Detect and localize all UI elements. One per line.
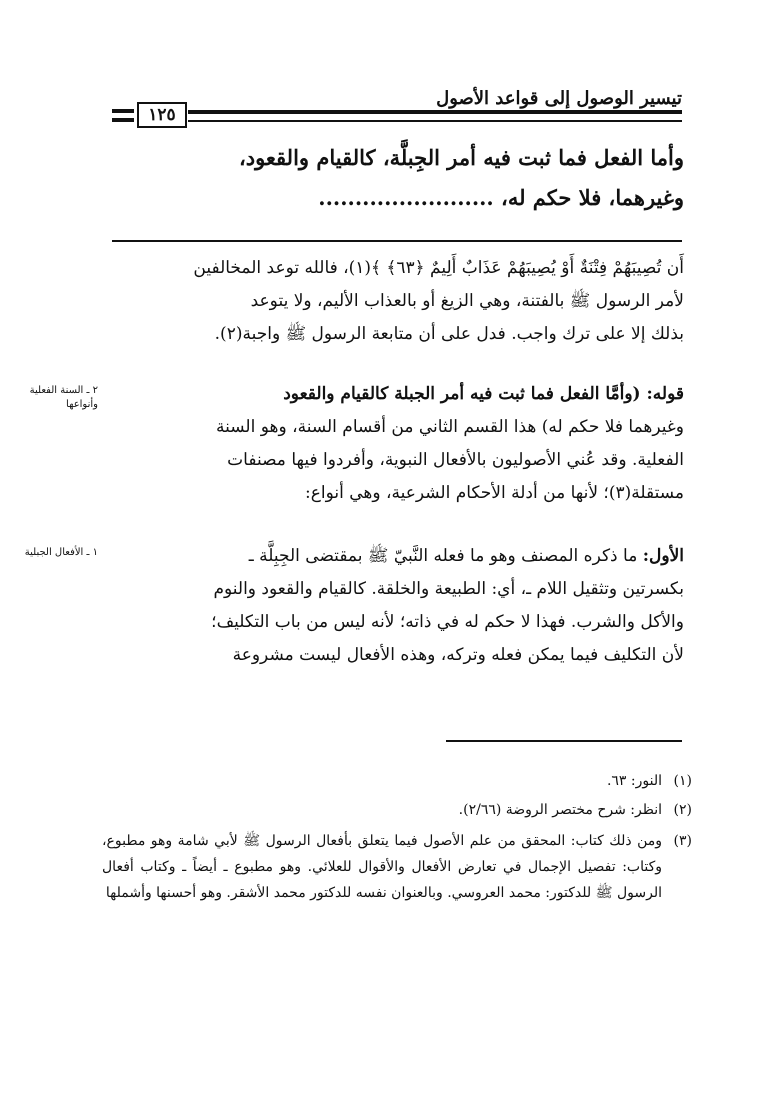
matn-text xyxy=(110,138,684,218)
commentary-line-rest: ما ذكره المصنف وهو ما فعله النَّبيّ ﷺ بمقتضى الجِبِلَّة ـ xyxy=(248,546,638,566)
footnote-2 xyxy=(96,797,692,823)
footnote-number: (٣) xyxy=(673,833,692,849)
commentary-line: مستقلة(٣)؛ لأنها من أدلة الأحكام الشرعية، وهي أنواع: xyxy=(305,483,684,503)
commentary-continuation xyxy=(110,252,684,351)
commentary-line: لأمر الرسول ﷺ بالفتنة، وهي الزيغ أو بالعذاب الأليم، ولا يتوعد xyxy=(250,291,684,311)
commentary-first-line xyxy=(110,540,684,573)
footnote-text: النور: ٦٣. xyxy=(606,773,662,789)
matn-divider xyxy=(112,240,682,242)
page-number: ١٢٥ xyxy=(137,102,187,128)
footnote-1 xyxy=(96,768,692,794)
footnote-number: (٢) xyxy=(673,802,692,818)
header-rule-left-top xyxy=(112,109,134,113)
footnote-3 xyxy=(96,828,692,906)
commentary-line: الفعلية. وقد عُني الأصوليون بالأفعال النبوية، وأفردوا فيها مصنفات xyxy=(227,450,684,470)
header-rule-left-bottom xyxy=(112,118,134,122)
matn-line: وغيرهما، فلا حكم له، ........................ xyxy=(318,185,684,210)
margin-note-sunna-filiyya: ٢ ـ السنة الفعلية وأنواعها xyxy=(29,385,98,410)
commentary-quote-line: قوله: (وأمَّا الفعل فما ثبت فيه أمر الجبلة كالقيام والقعود xyxy=(283,384,684,404)
margin-note-afal-jibilliyya: ١ ـ الأفعال الجبلية xyxy=(24,547,98,558)
commentary-line: بكسرتين وتثقيل اللام ـ، أي: الطبيعة والخلقة. كالقيام والقعود والنوم xyxy=(213,579,684,599)
header-rule-right-thick xyxy=(188,110,682,114)
commentary-line: وغيرهما فلا حكم له) هذا القسم الثاني من أقسام السنة، وهو السنة xyxy=(216,417,684,437)
matn-line: وأما الفعل فما ثبت فيه أمر الجِبلَّة، كالقيام والقعود، xyxy=(238,145,684,170)
section-lead-word: الأول: xyxy=(642,546,684,566)
commentary-line: لأن التكليف فيما يمكن فعله وتركه، وهذه الأفعال ليست مشروعة xyxy=(232,645,684,665)
commentary-line: بذلك إلا على ترك واجب. فدل على أن متابعة الرسول ﷺ واجبة(٢). xyxy=(214,324,684,344)
commentary-line: أَن تُصِيبَهُمْ فِتْنَةٌ أَوْ يُصِيبَهُمْ عَذَابٌ أَلِيمٌ ﴿٦٣﴾ ﴾(١)، فالله توعد المخالفين xyxy=(193,258,684,278)
commentary-section-3 xyxy=(110,540,684,672)
running-header-title: تيسير الوصول إلى قواعد الأصول xyxy=(436,88,682,109)
footnote-text: انظر: شرح مختصر الروضة (٢/٦٦). xyxy=(458,802,662,818)
commentary-section-2 xyxy=(110,378,684,510)
footnote-text: ومن ذلك كتاب: المحقق من علم الأصول فيما يتعلق بأفعال الرسول ﷺ لأبي شامة وهو مطبوع، وكتاب: تفصيل الإجمال في تعارض الأفعال والأقوال للعلائي. وهو مطبوع ـ أيضاً ـ وكتاب أفعال الرسول ﷺ للدكتور: محمد العروسي. وبالعنوان نفسه للدكتور محمد الأشقر. وهو أحسنها وأشملها xyxy=(102,833,662,901)
commentary-line: والأكل والشرب. فهذا لا حكم له في ذاته؛ لأنه ليس من باب التكليف؛ xyxy=(211,612,684,632)
footnote-divider xyxy=(446,740,682,742)
footnote-number: (١) xyxy=(673,773,692,789)
header-rule-right-thin xyxy=(188,120,682,122)
